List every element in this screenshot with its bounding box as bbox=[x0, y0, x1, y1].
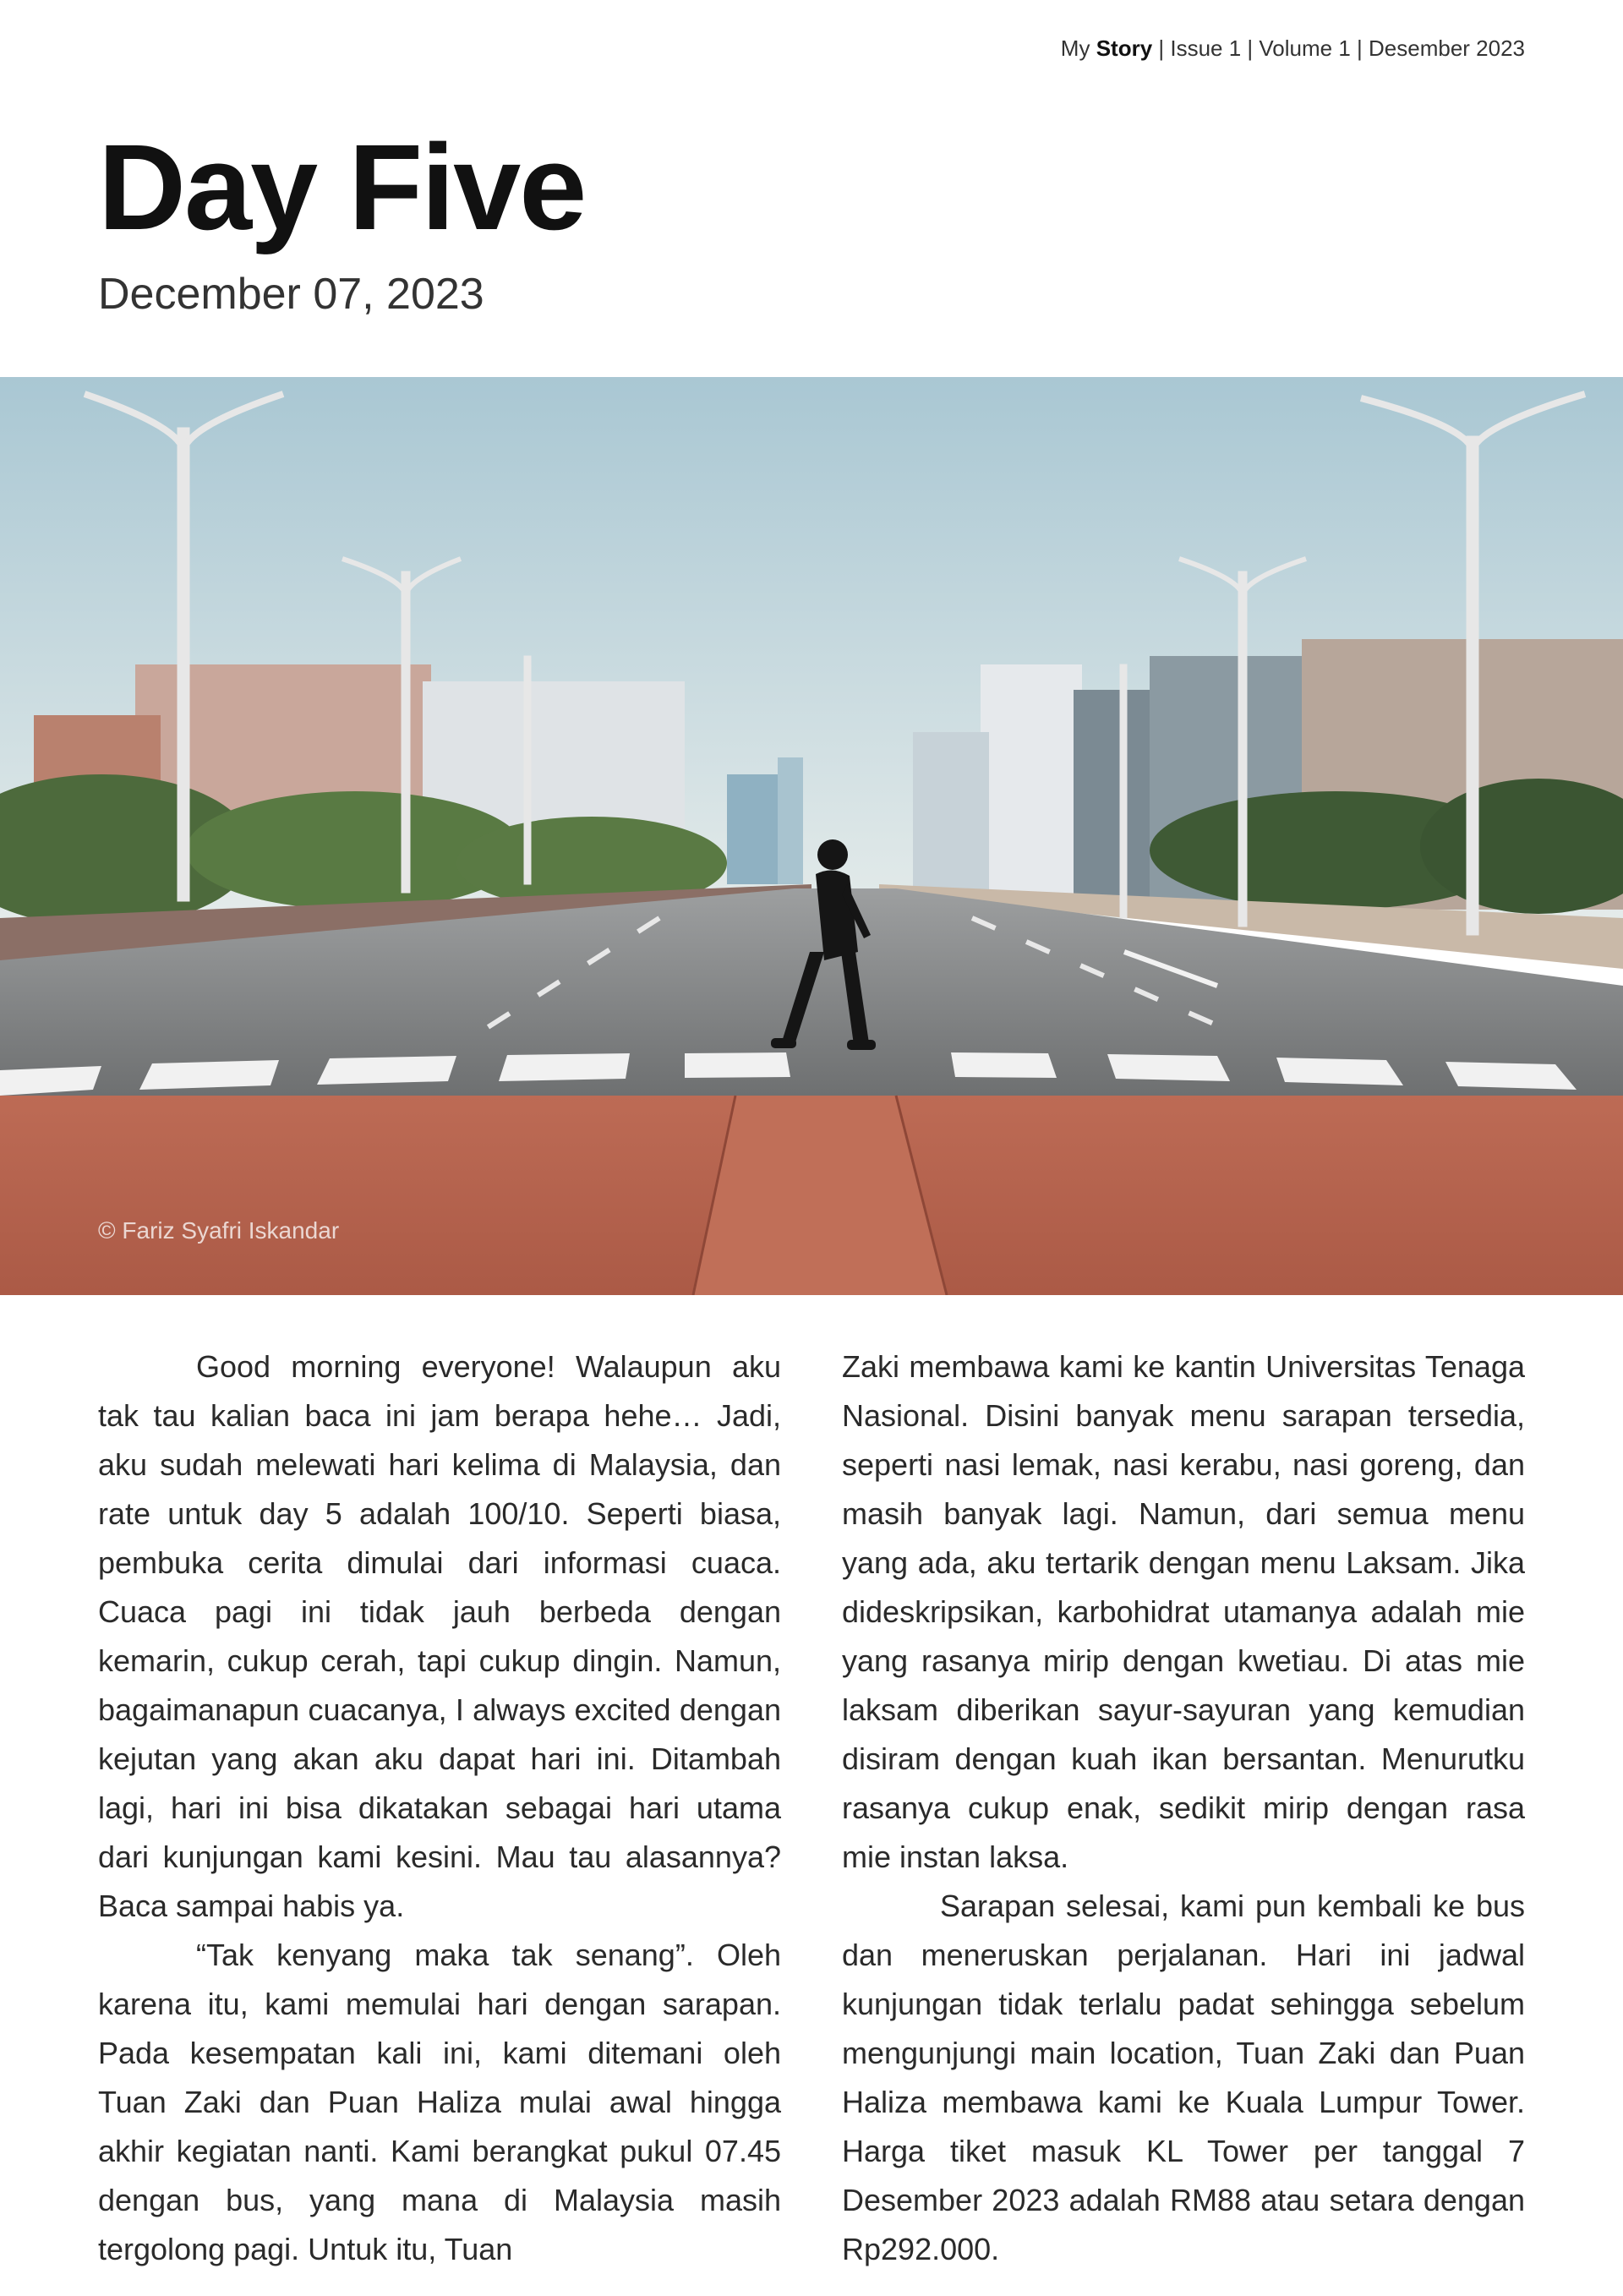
street-crossing-illustration bbox=[0, 377, 1623, 1295]
paragraph-continued: Zaki membawa kami ke kantin Universitas Tenaga Nasional. Disini banyak menu sarapan tersedia, seperti nasi lemak, nasi kerabu, nasi goreng, dan masih banyak lagi. Namun, dari semua menu yang ada, aku tertarik dengan menu Laksam. Jika dideskripsikan, karbohidrat utamanya adalah mie yang rasanya mirip dengan kwetiau. Di atas mie laksam diberikan sayur-sayuran yang kemudian disiram dengan kuah ikan bersantan. Menurutku rasanya cukup enak, sedikit mirip dengan rasa mie instan laksa. bbox=[842, 1349, 1525, 1874]
right-column bbox=[842, 1342, 1525, 2274]
hero-photo bbox=[0, 377, 1623, 1295]
paragraph: Sarapan selesai, kami pun kembali ke bus dan meneruskan perjalanan. Hari ini jadwal kunjungan tidak terlalu padat sehingga sebelum mengunjungi main location, Tuan Zaki dan Puan Haliza membawa kami ke Kuala Lumpur Tower. Harga tiket masuk KL Tower per tanggal 7 Desember 2023 adalah RM88 atau setara dengan Rp292.000. bbox=[842, 1889, 1525, 2266]
left-column bbox=[98, 1342, 781, 2274]
masthead-issue-info: | Issue 1 | Volume 1 | Desember 2023 bbox=[1158, 36, 1525, 61]
masthead-prefix: My bbox=[1060, 36, 1090, 61]
masthead bbox=[1061, 36, 1525, 62]
masthead-brand: Story bbox=[1096, 36, 1153, 61]
article-date: December 07, 2023 bbox=[98, 270, 484, 319]
photo-credit: © Fariz Syafri Iskandar bbox=[98, 1217, 340, 1244]
article-title: Day Five bbox=[98, 119, 586, 255]
paragraph: Good morning everyone! Walaupun aku tak tau kalian baca ini jam berapa hehe… Jadi, aku sudah melewati hari kelima di Malaysia, dan rate untuk day 5 adalah 100/10. Seperti biasa, pembuka cerita dimulai dari informasi cuaca. Cuaca pagi ini tidak jauh berbeda dengan kemarin, cukup cerah, tapi cukup dingin. Namun, bagaimanapun cuacanya, I always excited dengan kejutan yang akan aku dapat hari ini. Ditambah lagi, hari ini bisa dikatakan sebagai hari utama dari kunjungan kami kesini. Mau tau alasannya? Baca sampai habis ya. bbox=[98, 1349, 781, 1923]
paragraph: “Tak kenyang maka tak senang”. Oleh karena itu, kami memulai hari dengan sarapan. Pada kesempatan kali ini, kami ditemani oleh Tuan Zaki dan Puan Haliza mulai awal hingga akhir kegiatan nanti. Kami berangkat pukul 07.45 dengan bus, yang mana di Malaysia masih tergolong pagi. Untuk itu, Tuan bbox=[98, 1938, 781, 2266]
article-body bbox=[98, 1342, 1525, 2274]
